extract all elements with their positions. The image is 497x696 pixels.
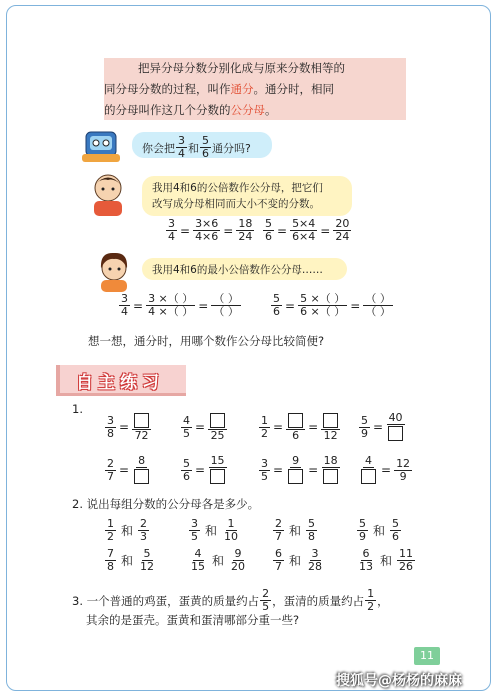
fraction: 6 bbox=[286, 412, 305, 442]
fraction: $\frac{2}{7}$ bbox=[107, 456, 114, 483]
definition-box bbox=[104, 58, 406, 120]
fraction: $\frac{6}{7}$ bbox=[275, 547, 282, 573]
fraction: $\frac{1}{2}$ bbox=[107, 517, 114, 543]
exercise-1-item: $\frac{1}{2}$ = 6 = 12 bbox=[258, 412, 341, 442]
fraction: $\frac{4}{15}$ bbox=[191, 547, 205, 573]
fraction: $\frac{5}{9}$ bbox=[361, 413, 368, 440]
fraction: $\frac{7}{8}$ bbox=[107, 547, 114, 573]
fraction-pair bbox=[356, 518, 402, 543]
fraction: $\frac{5}{6}$ bbox=[392, 517, 400, 543]
question-bubble: 你会把 $\frac{3}{4}$ 和 $\frac{5}{6}$ 通分吗? bbox=[132, 132, 272, 158]
fraction: 12 bbox=[321, 412, 340, 442]
exercise-2-prompt: 2. 说出每组分数的公分母各是多少。 bbox=[72, 497, 260, 511]
exercise-1-item: $\frac{5}{6}$ = 15 bbox=[180, 455, 228, 485]
and-word: 和 bbox=[373, 524, 386, 538]
equation-blank-3-4: $\frac{3}{4}$ = $\frac{3 \times( )}{4 \times( )}$ = $\frac{( )}{( )}$ bbox=[121, 292, 239, 318]
exercise-1-item: 4 = $\frac{12}{9}$ bbox=[358, 455, 413, 485]
fraction: 15 bbox=[208, 455, 227, 485]
fraction: $\frac{5}{8}$ bbox=[308, 517, 316, 543]
definition-line-3: 的分母叫作这几个分数的公分母。 bbox=[104, 103, 277, 117]
fraction: $\frac{12}{9}$ bbox=[396, 456, 411, 483]
equation-5-6: $\frac{5}{6}$ = $\frac{5\times 4}{6\times 4}$ = $\frac{20}{24}$ bbox=[265, 217, 350, 243]
fraction: $\frac{1}{2}$ bbox=[261, 413, 268, 440]
fraction: $\frac{3}{8}$ bbox=[107, 413, 114, 440]
equation-3-4: $\frac{3}{4}$ = $\frac{3\times 6}{4\times 6}$ = $\frac{18}{24}$ bbox=[168, 217, 253, 243]
boy-speech-bubble: 我用4和6的公倍数作公分母，把它们 改写成分母相同而大小不变的分数。 bbox=[142, 176, 352, 216]
boy-avatar-icon bbox=[84, 168, 134, 218]
fraction-pair bbox=[104, 548, 157, 573]
fraction: $\frac{5}{9}$ bbox=[359, 517, 366, 543]
fraction: $\frac{9}{20}$ bbox=[231, 547, 246, 573]
fraction: $\frac{3}{5}$ bbox=[191, 517, 198, 543]
fraction-5-6: $\frac{5}{6}$ bbox=[202, 134, 209, 160]
exercise-1-item: $\frac{2}{7}$ = 8 bbox=[104, 455, 152, 485]
fraction: $\frac{3}{28}$ bbox=[308, 547, 323, 573]
definition-line-1: 把异分母分数分别化成与原来分数相等的 bbox=[138, 61, 345, 75]
girl-speech-bubble: 我用4和6的最小公倍数作公分母…… bbox=[142, 258, 347, 280]
fraction: 8 bbox=[132, 455, 151, 485]
page-number: 11 bbox=[414, 647, 440, 665]
exercise-1-item: $\frac{3}{5}$ = 9 = 18 bbox=[258, 455, 341, 485]
answer-box[interactable] bbox=[134, 413, 149, 428]
fraction: 25 bbox=[208, 412, 227, 442]
fraction: $\frac{5}{6}$ bbox=[183, 456, 190, 483]
exercise-3-line-1: 3. 一个普通的鸡蛋，蛋黄的质量约占 $\frac{2}{5}$ ，蛋清的质量约占 $\frac{1}{2}$ ， bbox=[72, 587, 389, 613]
exercise-3-line-2: 其余的是蛋壳。蛋黄和蛋清哪部分重一些? bbox=[86, 613, 300, 627]
definition-line-2: 同分母分数的过程，叫作通分。通分时，相同 bbox=[104, 82, 334, 96]
fraction: $\frac{6}{13}$ bbox=[359, 547, 373, 573]
answer-box[interactable] bbox=[210, 413, 225, 428]
think-prompt: 想一想，通分时，用哪个数作公分母比较简便? bbox=[88, 334, 325, 348]
exercise-1-item: $\frac{4}{5}$ = 25 bbox=[180, 412, 228, 442]
and-word: 和 bbox=[380, 554, 393, 568]
fraction-pair bbox=[272, 518, 318, 543]
fraction: 72 bbox=[132, 412, 151, 442]
term-tongfen: 通分 bbox=[230, 82, 254, 96]
fraction: $\frac{5}{12}$ bbox=[140, 547, 155, 573]
fraction: 40 bbox=[386, 412, 405, 442]
and-word: 和 bbox=[212, 554, 225, 568]
fraction: $\frac{4}{5}$ bbox=[183, 413, 190, 440]
fraction-pair bbox=[272, 548, 325, 573]
answer-box[interactable] bbox=[288, 469, 303, 484]
term-gongfenmu: 公分母 bbox=[230, 103, 265, 117]
robot-icon bbox=[80, 126, 126, 166]
and-word: 和 bbox=[205, 524, 218, 538]
fraction: $\frac{1}{10}$ bbox=[224, 517, 239, 543]
answer-box[interactable] bbox=[323, 413, 338, 428]
girl-avatar-icon bbox=[92, 248, 138, 292]
fraction: $\frac{2}{7}$ bbox=[275, 517, 282, 543]
fraction-3-4: $\frac{3}{4}$ bbox=[178, 134, 185, 160]
exercise-1-item: $\frac{5}{9}$ = 40 bbox=[358, 412, 406, 442]
answer-box[interactable] bbox=[323, 469, 338, 484]
answer-box[interactable] bbox=[210, 469, 225, 484]
and-word: 和 bbox=[289, 524, 302, 538]
answer-box[interactable] bbox=[361, 469, 376, 484]
fraction-pair bbox=[188, 518, 241, 543]
and-word: 和 bbox=[121, 524, 134, 538]
exercise-1-item: $\frac{3}{8}$ = 72 bbox=[104, 412, 152, 442]
and-word: 和 bbox=[121, 554, 134, 568]
watermark: 搜狐号@杨杨的麻麻 bbox=[336, 673, 462, 689]
answer-box[interactable] bbox=[388, 426, 403, 441]
fraction: $\frac{3}{5}$ bbox=[261, 456, 268, 483]
fraction: 9 bbox=[286, 455, 305, 485]
practice-heading: 自主练习 bbox=[56, 365, 186, 396]
equation-blank-5-6: $\frac{5}{6}$ = $\frac{5 \times( )}{6 \times( )}$ = $\frac{( )}{( )}$ bbox=[273, 292, 391, 318]
answer-box[interactable] bbox=[134, 469, 149, 484]
fraction: $\frac{2}{3}$ bbox=[140, 517, 148, 543]
fraction-pair bbox=[356, 548, 416, 573]
fraction: $\frac{11}{26}$ bbox=[399, 547, 414, 573]
fraction-pair bbox=[188, 548, 248, 573]
and-word: 和 bbox=[289, 554, 302, 568]
exercise-1-label: 1. bbox=[72, 402, 83, 416]
fraction: 18 bbox=[321, 455, 340, 485]
fraction: 4 bbox=[359, 455, 378, 485]
answer-box[interactable] bbox=[288, 413, 303, 428]
fraction-pair bbox=[104, 518, 150, 543]
